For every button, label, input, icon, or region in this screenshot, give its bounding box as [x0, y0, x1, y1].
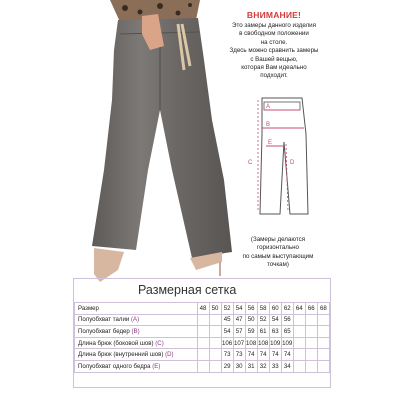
measurement-label	[75, 360, 198, 372]
size-header-cell: 50	[209, 303, 221, 315]
diagram-letter-c: C	[248, 160, 253, 166]
measurement-value: 30	[233, 360, 245, 372]
measurement-value	[209, 337, 221, 349]
size-table-row	[75, 326, 330, 338]
measurement-value	[305, 314, 317, 326]
measurement-diagram	[246, 94, 318, 226]
warning-line: с Вашей вещью,	[250, 55, 298, 63]
measurement-value: 108	[257, 337, 269, 349]
measurement-value	[209, 314, 221, 326]
measurement-value	[209, 360, 221, 372]
measurement-value	[317, 349, 329, 361]
left-shoe	[94, 248, 124, 282]
warning-line: в свободном положении	[239, 30, 309, 38]
measurement-value	[293, 314, 305, 326]
measurement-value: 74	[257, 349, 269, 361]
measurement-value	[293, 326, 305, 338]
size-header-row	[75, 303, 330, 315]
measurement-label	[75, 349, 198, 361]
measurement-value: 54	[269, 314, 281, 326]
measurement-name: Полуобхват бедер	[78, 327, 130, 335]
measurement-value	[197, 349, 209, 361]
measurement-value: 73	[221, 349, 233, 361]
diagram-letter-e: E	[268, 140, 273, 146]
size-header-label: Размер	[75, 303, 198, 315]
size-table-row	[75, 337, 330, 349]
measurement-value	[293, 349, 305, 361]
diagram-letter-b: B	[266, 122, 271, 128]
measurement-value: 54	[221, 326, 233, 338]
warning-line: на столе.	[260, 38, 288, 46]
measurement-code: (D)	[165, 351, 174, 359]
measurement-value: 74	[281, 349, 293, 361]
measurement-value	[317, 337, 329, 349]
measurement-value	[197, 314, 209, 326]
measurement-name: Длина брюк (внутренний шов)	[78, 351, 164, 359]
size-table-row	[75, 349, 330, 361]
measurement-value	[305, 360, 317, 372]
note-line: точкам)	[267, 261, 289, 269]
measurement-value	[305, 326, 317, 338]
measurement-label	[75, 337, 198, 349]
measurement-value: 34	[281, 360, 293, 372]
size-header-cell: 56	[245, 303, 257, 315]
measurement-value	[293, 360, 305, 372]
measurement-value	[305, 337, 317, 349]
measurement-warning	[222, 10, 326, 81]
measurement-value: 47	[233, 314, 245, 326]
measurement-value: 57	[233, 326, 245, 338]
measurement-value: 74	[245, 349, 257, 361]
warning-title: ВНИМАНИЕ!	[246, 10, 302, 20]
measurement-value: 56	[281, 314, 293, 326]
measurement-code: (B)	[131, 327, 140, 335]
product-photo	[0, 0, 238, 282]
measurement-value: 31	[245, 360, 257, 372]
size-chart	[73, 278, 331, 388]
measurement-value	[305, 349, 317, 361]
warning-line: которая Вам идеально	[241, 64, 307, 72]
measurement-value	[209, 349, 221, 361]
measurement-name: Полуобхват одного бедра	[78, 362, 151, 370]
jeans	[92, 18, 232, 258]
warning-line: подходит.	[260, 72, 288, 80]
measurement-value: 32	[257, 360, 269, 372]
measurement-value	[197, 360, 209, 372]
measurement-name: Полуобхват талии	[78, 316, 130, 324]
measurement-value	[317, 360, 329, 372]
size-chart-title: Размерная сетка	[138, 283, 237, 297]
measurement-value	[209, 326, 221, 338]
measurement-value	[293, 337, 305, 349]
measurement-value: 109	[269, 337, 281, 349]
measurement-name: Длина брюк (боковой шов)	[78, 339, 154, 347]
measurement-value: 52	[257, 314, 269, 326]
note-line: по самым выступающим	[242, 252, 314, 260]
size-header-cell: 52	[221, 303, 233, 315]
measurement-value: 59	[245, 326, 257, 338]
measurement-value: 74	[269, 349, 281, 361]
measurement-code: (E)	[152, 362, 161, 370]
measurement-code: (A)	[130, 316, 140, 324]
measurement-value: 29	[221, 360, 233, 372]
measurement-value: 73	[233, 349, 245, 361]
measurement-value: 50	[245, 314, 257, 326]
measurement-value	[317, 326, 329, 338]
size-header-cell: 66	[305, 303, 317, 315]
size-header-cell: 68	[317, 303, 329, 315]
size-header-cell: 60	[269, 303, 281, 315]
measurement-label	[75, 326, 198, 338]
size-header-cell: 62	[281, 303, 293, 315]
size-header-cell: 48	[197, 303, 209, 315]
measurement-value: 108	[245, 337, 257, 349]
note-line: горизонтально	[257, 244, 299, 252]
measurement-value: 107	[233, 337, 245, 349]
diagram-letter-d: D	[290, 160, 295, 166]
size-table	[74, 302, 330, 373]
note-line: (Замеры делаются	[250, 236, 306, 243]
measurement-label	[75, 314, 198, 326]
measurement-value: 61	[257, 326, 269, 338]
size-table-row	[75, 314, 330, 326]
measurement-value: 33	[269, 360, 281, 372]
measurement-value: 45	[221, 314, 233, 326]
warning-line: Это замеры данного изделия	[232, 22, 316, 29]
diagram-letter-a: A	[266, 104, 271, 110]
size-header-cell: 58	[257, 303, 269, 315]
measurement-value	[317, 314, 329, 326]
warning-line: Здесь можно сравнить замеры	[229, 47, 319, 55]
measurement-value: 109	[281, 337, 293, 349]
measurement-value: 63	[269, 326, 281, 338]
measurement-value: 65	[281, 326, 293, 338]
measurement-value	[197, 326, 209, 338]
size-header-cell: 54	[233, 303, 245, 315]
size-header-cell: 64	[293, 303, 305, 315]
measurement-note	[226, 236, 330, 270]
measurement-value	[197, 337, 209, 349]
measurement-code: (C)	[155, 339, 164, 347]
measurement-value: 106	[221, 337, 233, 349]
size-table-row	[75, 360, 330, 372]
